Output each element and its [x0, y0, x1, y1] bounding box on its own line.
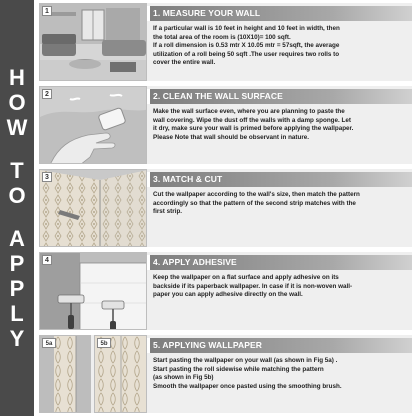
- cleaning-illustration: [39, 86, 147, 164]
- banner-letter: A: [9, 226, 25, 251]
- description-line: Start pasting the wallpaper on your wall (as shown in Fig 5a) .: [153, 357, 338, 364]
- description-line: paper you can apply adhesive directly on the wall.: [153, 291, 303, 299]
- step-number: 3: [42, 172, 52, 182]
- step-clean-wall: [39, 86, 412, 164]
- description-line: cover the entire wall.: [153, 59, 216, 67]
- step-header: [147, 338, 412, 353]
- banner-letter: Y: [9, 326, 25, 351]
- step-header: [147, 6, 412, 21]
- banner-letter: P: [9, 276, 25, 301]
- step-description: [153, 108, 408, 142]
- description-line: first strip.: [153, 208, 183, 216]
- step-header: [147, 255, 412, 270]
- step-title: 4. APPLY ADHESIVE: [153, 257, 237, 267]
- step-header: [147, 172, 412, 187]
- step-title: 1. MEASURE YOUR WALL: [153, 8, 261, 18]
- description-line: backside if its paperback wallpaper. In case if it is non-woven wall-: [153, 282, 353, 290]
- living-room-image: [40, 4, 147, 81]
- cutting-illustration: [39, 169, 147, 247]
- description-line: accordingly so that the pattern of the second strip matches with the: [153, 199, 356, 207]
- description-line: Cut the wallpaper according to the wall's size, then match the pattern: [153, 191, 360, 198]
- step-header: [147, 89, 412, 104]
- step-applying-wallpaper: [39, 335, 412, 413]
- description-line: If a particular wall is 10 feet in height and 10 feet in width, then: [153, 25, 340, 32]
- description-line: If a roll dimension is 0.53 mtr X 10.05 mtr = 57sqft, the average: [153, 42, 340, 50]
- paint-roller-image: [40, 253, 147, 330]
- step-number-5a: 5a: [42, 338, 56, 348]
- step-number: 4: [42, 255, 52, 265]
- description-line: Please Note that wall should be observant in nature.: [153, 133, 310, 141]
- banner-letter: T: [10, 158, 24, 183]
- description-line: (as shown in Fig 5b): [153, 374, 214, 382]
- fig-5b-illustration: [94, 335, 147, 413]
- step-description: [153, 274, 408, 300]
- banner-letter: W: [6, 115, 28, 140]
- description-line: Smooth the wallpaper once pasted using the smoothing brush.: [153, 382, 342, 390]
- step-number-5b: 5b: [97, 338, 111, 348]
- banner-letter: H: [9, 65, 25, 90]
- step-description: [153, 357, 408, 391]
- how-to-apply-banner: [0, 0, 34, 416]
- step-apply-adhesive: [39, 252, 412, 330]
- banner-letter: L: [10, 301, 24, 326]
- description-line: it dry, make sure your wall is primed before applying the wallpaper.: [153, 125, 354, 133]
- description-line: utilization of a roll being 50 sqft .The user requires two rolls to: [153, 50, 340, 58]
- patterned-wallpaper-image: [40, 170, 147, 247]
- step-number: 2: [42, 89, 52, 99]
- step-title: 2. CLEAN THE WALL SURFACE: [153, 91, 283, 101]
- step-number: 1: [42, 6, 52, 16]
- fig-5a-illustration: [39, 335, 91, 413]
- description-line: wall covering. Wipe the dust off the walls with a damp sponge. Let: [153, 116, 351, 124]
- banner-letter: O: [8, 90, 26, 115]
- step-measure-wall: [39, 3, 412, 81]
- adhesive-illustration: [39, 252, 147, 330]
- description-line: Keep the wallpaper on a flat surface and apply adhesive on its: [153, 274, 339, 281]
- step-description: [153, 191, 408, 217]
- description-line: the total area of the room is (10X10)= 100 sqft.: [153, 33, 291, 41]
- description-line: Start pasting the roll sidewise while matching the pattern: [153, 365, 324, 373]
- description-line: Make the wall surface even, where you are planning to paste the: [153, 108, 345, 115]
- banner-letter: O: [8, 183, 26, 208]
- hand-sponge-image: [40, 87, 147, 164]
- step-title: 3. MATCH & CUT: [153, 174, 223, 184]
- banner-letter: P: [9, 251, 25, 276]
- step-title: 5. APPLYING WALLPAPER: [153, 340, 262, 350]
- step-description: [153, 25, 408, 68]
- step-match-cut: [39, 169, 412, 247]
- room-illustration: [39, 3, 147, 81]
